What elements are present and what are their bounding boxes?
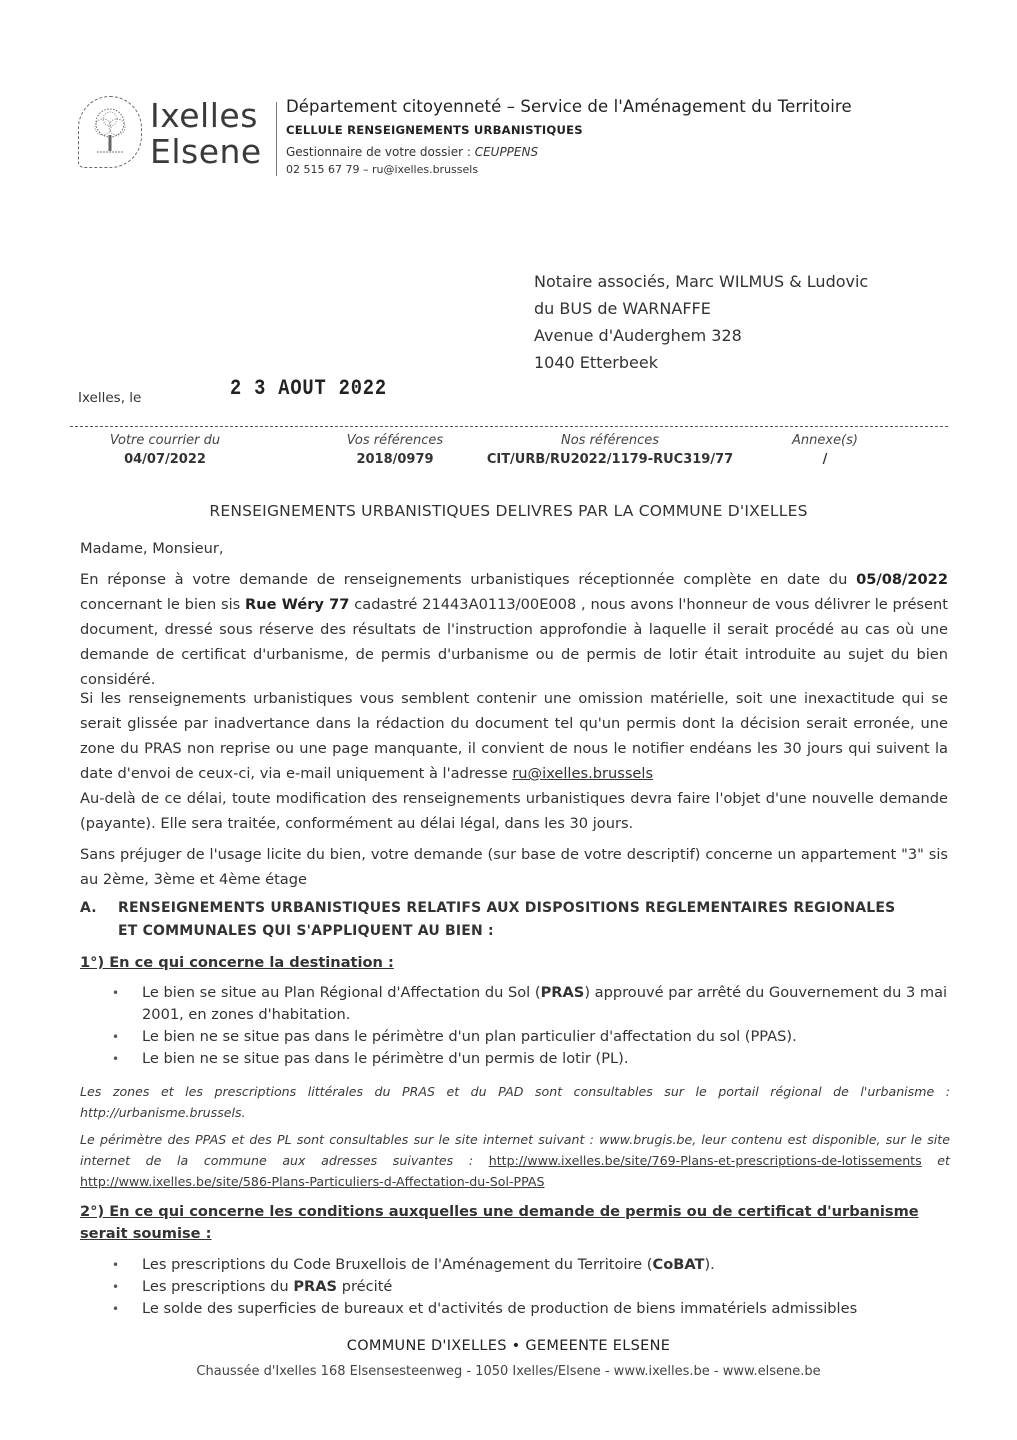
list-item-text: Le solde des superficies de bureaux et d'activités de production de biens immatériels admissibles [142, 1300, 858, 1317]
subsection-1-title: 1°) En ce qui concerne la destination : [80, 954, 394, 971]
reference-label: Vos références [346, 433, 444, 448]
link-plans-lotissements[interactable]: http://www.ixelles.be/site/769-Plans-et-prescriptions-de-lotissements [488, 1153, 922, 1168]
tree-logo-icon [89, 105, 131, 159]
reference-our-refs [470, 433, 750, 467]
paragraph-text: En réponse à votre demande de renseignements urbanistiques réceptionnée complète en date du [80, 571, 857, 588]
brand-line-1: Ixelles [150, 96, 258, 135]
reference-value: 2018/0979 [356, 452, 434, 467]
note-ppas [80, 1129, 950, 1192]
reference-label: Nos références [560, 433, 659, 448]
paragraph-omission [80, 686, 948, 786]
paragraph-delay: Au-delà de ce délai, toute modification des renseignements urbanistiques devra faire l'objet d'une nouvelle demande (payante). Elle sera traitée, conformément au délai légal, dans les 30 jours. [80, 790, 948, 832]
commune-logo [78, 96, 142, 168]
reference-your-letter [70, 433, 260, 467]
section-a-heading [80, 897, 950, 943]
note-text: Le périmètre des PPAS et des PL sont consultables sur le site internet suivant : www.brugis.be, leur contenu est disponible, sur le site internet de la commune aux adresses suivantes : [80, 1132, 950, 1168]
link-ppas[interactable]: http://www.ixelles.be/site/586-Plans-Particuliers-d-Affectation-du-Sol-PPAS [80, 1174, 545, 1189]
section-letter: A. [80, 900, 97, 916]
list-item [80, 1298, 950, 1320]
list-item-text: ) approuvé par arrêté du Gouvernement du 3 mai 2001, en zones d'habitation. [142, 984, 948, 1023]
separator-line [70, 426, 948, 427]
list-item [80, 1254, 950, 1276]
reference-value: 04/07/2022 [124, 452, 206, 467]
reference-label: Annexe(s) [792, 433, 858, 448]
list-item-text: Le bien ne se situe pas dans le périmètre d'un plan particulier d'affectation du sol (PPAS). [142, 1028, 797, 1045]
note-pras: Les zones et les prescriptions littérales du PRAS et du PAD sont consultables sur le portail régional de l'urbanisme : http://urbanisme.brussels. [80, 1084, 950, 1120]
department-name: Département citoyenneté – Service de l'Aménagement du Territoire [286, 97, 852, 116]
list-item-text: Le bien se situe au Plan Régional d'Affectation du Sol ( [142, 984, 541, 1001]
footer-title: COMMUNE D'IXELLES • GEMEENTE ELSENE [346, 1338, 671, 1354]
list-item [80, 1026, 950, 1048]
note-text: et [921, 1153, 950, 1168]
list-item-text: ). [704, 1256, 715, 1273]
cellule-name: CELLULE RENSEIGNEMENTS URBANISTIQUES [286, 123, 583, 137]
subsection-2-list [80, 1254, 950, 1320]
list-item-bold: PRAS [540, 984, 585, 1001]
subsection-2-title: 2°) En ce qui concerne les conditions auxquelles une demande de permis ou de certificat d'urbanisme serait soumise : [80, 1203, 919, 1242]
place-label: Ixelles, le [78, 390, 142, 406]
addressee-line: 1040 Etterbeek [534, 353, 658, 372]
file-manager-name: CEUPPENS [474, 145, 539, 159]
brand-line-2: Elsene [150, 132, 262, 171]
file-manager-label: Gestionnaire de votre dossier : [286, 145, 475, 159]
section-a-line-1: RENSEIGNEMENTS URBANISTIQUES RELATIFS AUX DISPOSITIONS REGLEMENTAIRES REGIONALES [118, 900, 896, 916]
addressee-block [534, 268, 868, 376]
addressee-line: Notaire associés, Marc WILMUS & Ludovic [534, 272, 869, 291]
list-item [80, 1276, 950, 1298]
reference-your-refs [300, 433, 490, 467]
subsection-2-heading [80, 1201, 950, 1245]
contact-info: 02 515 67 79 – ru@ixelles.brussels [286, 163, 479, 176]
property-address: Rue Wéry 77 [245, 596, 350, 613]
list-item-text: précité [337, 1278, 393, 1295]
paragraph-text: cadastré 21443A0113/00E008 , nous avons l'honneur de vous délivrer le présent document, dressé sous réserve des résultats de l'instruction approfondie à laquelle il serait procédé au cas où une demande de certificat d'urbanisme, de permis d'urbanisme ou de permis de lotir était introduite au sujet du bien considéré. [80, 596, 948, 688]
file-manager [286, 145, 538, 159]
reference-label: Votre courrier du [109, 433, 221, 448]
reference-value: CIT/URB/RU2022/1179-RUC319/77 [486, 452, 734, 467]
list-item-text: Le bien ne se situe pas dans le périmètre d'un permis de lotir (PL). [142, 1050, 629, 1067]
footer-address: Chaussée d'Ixelles 168 Elsensesteenweg - 1050 Ixelles/Elsene - www.ixelles.be - www.elsene.be [196, 1364, 821, 1379]
section-a-line-2: ET COMMUNALES QUI S'APPLIQUENT AU BIEN : [118, 923, 494, 939]
paragraph-intro [80, 567, 948, 692]
subsection-1-list [80, 982, 950, 1070]
request-date: 05/08/2022 [856, 571, 948, 588]
salutation: Madame, Monsieur, [80, 540, 224, 557]
date-stamp: 2 3 AOUT 2022 [230, 376, 387, 401]
email-link[interactable]: ru@ixelles.brussels [512, 765, 654, 782]
list-item-bold: PRAS [293, 1278, 338, 1295]
paragraph-text: concernant le bien sis [80, 596, 246, 613]
addressee-line: du BUS de WARNAFFE [534, 299, 711, 318]
list-item [80, 1048, 950, 1070]
list-item-text: Les prescriptions du Code Bruxellois de l'Aménagement du Territoire ( [142, 1256, 653, 1273]
brand-wordmark [150, 98, 262, 170]
paragraph-text: Si les renseignements urbanistiques vous semblent contenir une omission matérielle, soit une inexactitude qui se serait glissée par inadvertance dans la rédaction du document tel qu'un permis dont la décision serait erronée, une zone du PRAS non reprise ou une page manquante, il convient de nous le notifier endéans les 30 jours qui suivent la date d'envoi de ceux-ci, via e-mail uniquement à l'adresse [80, 690, 948, 782]
paragraph-usage: Sans préjuger de l'usage licite du bien, votre demande (sur base de votre descriptif) concerne un appartement "3" sis au 2ème, 3ème et 4ème étage [80, 846, 948, 888]
list-item [80, 982, 950, 1026]
addressee-line: Avenue d'Auderghem 328 [534, 326, 742, 345]
reference-annexes [770, 433, 880, 467]
list-item-text: Les prescriptions du [142, 1278, 294, 1295]
reference-value: / [822, 452, 828, 467]
list-item-bold: CoBAT [652, 1256, 705, 1273]
document-title: RENSEIGNEMENTS URBANISTIQUES DELIVRES PAR LA COMMUNE D'IXELLES [209, 502, 808, 520]
header-divider [276, 102, 277, 176]
subsection-1-heading [80, 952, 950, 974]
